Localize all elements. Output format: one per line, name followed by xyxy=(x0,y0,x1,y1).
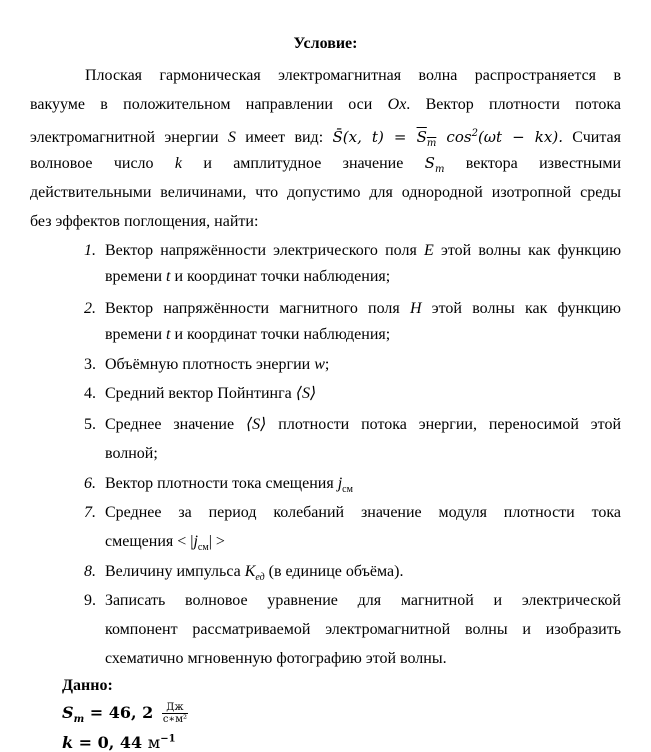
item-number: 2. xyxy=(84,300,96,317)
intro-line-3: электромагнитной энергии S имеет вид: S̄(x, $t) = S_m$ $\cos^2(\omega t - kx)$. Считая xyxy=(30,128,622,149)
list-item: Объёмную плотность энергии w; xyxy=(105,356,330,373)
list-item: Среднее за период колебаний значение модуля плотности тока xyxy=(105,504,621,521)
list-item-continuation: времени t и координат точки наблюдения; xyxy=(105,268,391,285)
list-item-continuation: времени t и координат точки наблюдения; xyxy=(105,326,391,343)
list-item-continuation: смещения < $|j_{см}|$ > xyxy=(105,533,225,554)
given-sm: $S_m = 46$, 2 $\frac{Дж}{\text{с∗м²}}$ xyxy=(62,702,188,726)
list-item: Вектор напряжённости электрического поля E этой волны как функцию xyxy=(105,242,622,259)
intro-line-2: вакууме в положительном направлении оси Ox. Вектор плотности потока xyxy=(30,96,622,113)
intro-line-1: Плоская гармоническая электромагнитная волна распространяется в xyxy=(85,67,621,84)
poynting-formula: S̄(x, $t) = S_m$ $\cos^2(\omega t - kx)$. xyxy=(332,128,563,149)
given-k: k = 0, 44 $м^{-1}$ xyxy=(62,733,176,752)
list-item: Вектор плотности тока смещения $j_{см}$ xyxy=(105,475,353,496)
item-number: 7. xyxy=(84,504,96,521)
list-item: Средний вектор Пойнтинга ⟨S⟩ xyxy=(105,385,317,402)
item-number: 4. xyxy=(84,385,96,402)
item-number: 8. xyxy=(84,563,96,580)
list-item-continuation: схематично мгновенную фотографию этой волны. xyxy=(105,650,447,667)
list-item: Записать волновое уравнение для магнитной и электрической xyxy=(105,592,621,609)
given-heading: Данно: xyxy=(62,677,113,694)
intro-line-4: волновое число k и амплитудное значение $S_m$ вектора известными xyxy=(30,154,622,175)
intro-line-6: без эффектов поглощения, найти: xyxy=(30,213,259,230)
item-number: 9. xyxy=(84,592,96,609)
item-number: 1. xyxy=(84,242,96,259)
intro-line-5: действительными величинами, что допустимо для однородной изотропной среды xyxy=(30,184,621,201)
list-item: Величину импульса $K_{ед}$ (в единице объёма). xyxy=(105,563,404,584)
item-number: 6. xyxy=(84,475,96,492)
section-title: Условие: xyxy=(293,35,358,52)
item-number: 5. xyxy=(84,416,96,433)
item-number: 3. xyxy=(84,356,96,373)
list-item: Вектор напряжённости магнитного поля H этой волны как функцию xyxy=(105,300,622,317)
list-item-continuation: компонент рассматриваемой электромагнитной волны и изобразить xyxy=(105,621,621,638)
list-item-continuation: волной; xyxy=(105,445,158,462)
list-item: Среднее значение ⟨S⟩ плотности потока энергии, переносимой этой xyxy=(105,416,622,433)
unit-fraction: $\frac{Дж}{\text{с∗м²}}$ xyxy=(162,702,188,725)
